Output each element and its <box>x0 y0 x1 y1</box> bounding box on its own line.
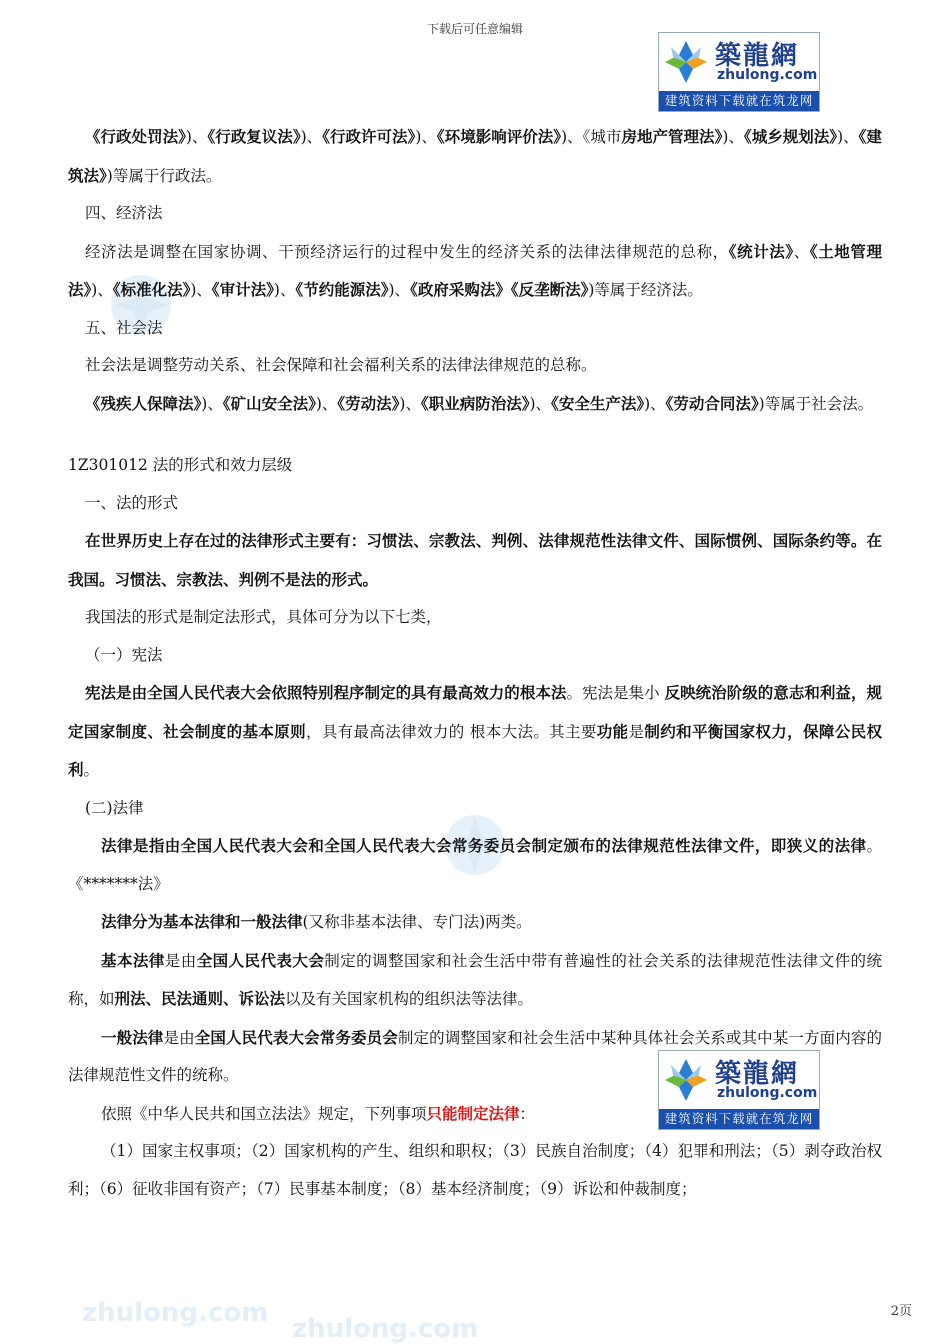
header-note: 下载后可任意编辑 <box>426 22 523 36</box>
bold-text: 《统计法》 <box>728 241 794 261</box>
text-run: 是由 <box>163 1028 195 1047</box>
bold-text: 《土地管理法》 <box>68 241 882 299</box>
bold-text: 功能 <box>596 721 629 741</box>
text-run: 是由 <box>164 951 197 970</box>
logo-slogan: 建筑资料下载就在筑龙网 <box>659 1109 819 1129</box>
text-run: 制定的调整国家和社会生活中某种具体社会关系或其中某一方面内容的法律规范性文件的统称。 <box>68 1028 882 1084</box>
watermark-text: zhulong.com <box>82 1298 269 1328</box>
text-run: )、 <box>190 281 212 299</box>
text-run: )、 <box>91 281 113 299</box>
text-run: 制定的调整国家和社会生活中带有普遍性的社会关系的法律规范性法律文件的统称，如 <box>68 951 882 1008</box>
text-run: 依照《中华人民共和国立法法》规定，下列事项 <box>101 1104 427 1123</box>
text-run: )、 <box>644 394 666 413</box>
bold-text: 在世界历史上存在过的法律形式主要有：习惯法、宗教法、判例、法律规范性法律文件、国际惯例、国际条约等。在我国。习惯法、宗教法、判例不是法的形式。 <box>68 531 882 589</box>
bold-text: 制约和平衡国家权力，保障公民权利 <box>68 721 882 779</box>
text-run: )、 <box>837 128 859 146</box>
paragraph <box>68 118 882 195</box>
text-run: （一）宪法 <box>85 645 163 664</box>
text-run: 。 <box>83 761 100 779</box>
document-body <box>68 118 882 1208</box>
paragraph <box>68 790 882 828</box>
paragraph <box>68 903 882 942</box>
text-run: 五、社会法 <box>85 318 163 337</box>
bold-text: 《反垄断法》 <box>510 280 589 299</box>
paragraph <box>68 827 882 903</box>
paragraph <box>68 674 882 790</box>
bold-text: 《行政许可法》 <box>322 127 416 146</box>
paragraph <box>68 447 882 485</box>
text-run: )、 <box>201 394 223 413</box>
logo-slogan: 建筑资料下载就在筑龙网 <box>659 91 819 111</box>
paragraph-gap <box>68 423 882 447</box>
bold-text: 反映统治阶级的意志和利益，规定国家制度、社会制度的基本原则 <box>68 683 882 741</box>
bold-text: 全国人民代表大会常务委员会 <box>194 1027 398 1047</box>
paragraph <box>68 637 882 675</box>
bold-text: 《残疾人保障法》 <box>85 393 202 413</box>
paragraph <box>68 347 882 385</box>
bold-text: 《城乡规划法》 <box>743 127 838 146</box>
bold-text: 法律是指由全国人民代表大会和全国人民代表大会常务委员会制定颁布的法律规范性法律文件，即狭义的法律 <box>101 836 867 855</box>
text-run: )、 <box>388 281 411 299</box>
logo-en-text: zhulong.com <box>717 1085 818 1101</box>
bold-text: 一般法律 <box>101 1027 164 1047</box>
bold-text: 基本法律 <box>101 950 165 970</box>
bold-text: 《职业病防治法》 <box>420 393 530 413</box>
zhulong-logo-middle <box>658 1050 820 1130</box>
watermark-text: zhulong.com <box>292 1314 479 1344</box>
paragraph <box>68 233 882 310</box>
text-run: (二)法律 <box>85 798 144 817</box>
bold-text: 《行政处罚法》 <box>85 127 186 146</box>
text-run: )、 <box>300 128 323 146</box>
zhulong-logo-mark-icon <box>663 39 709 85</box>
bold-text: 《劳动法》 <box>337 393 400 413</box>
logo-cn-text: 築龍網 <box>715 41 800 71</box>
text-run: 。宪法是集小 <box>566 684 665 702</box>
page-number: 2页 <box>890 1304 912 1319</box>
text-run: )、 <box>529 394 552 413</box>
bold-text: 《建筑法》 <box>68 127 882 185</box>
text-run: 。《*******法》 <box>68 837 882 893</box>
bold-text: 《政府采购法》 <box>410 280 511 299</box>
bold-text: 《标准化法》 <box>112 280 191 299</box>
text-run: 社会法是调整劳动关系、社会保障和社会福利关系的法律法律规范的总称。 <box>85 356 597 374</box>
highlight-text: 只能制定法律 <box>426 1103 520 1123</box>
text-run: 1Z301012 法的形式和效力层级 <box>68 456 293 474</box>
text-run: )、 <box>273 281 296 299</box>
logo-cn-text: 築龍網 <box>715 1059 800 1089</box>
text-run: )、 <box>315 394 338 413</box>
text-run: )等属于社会法。 <box>758 394 874 413</box>
text-run: 是 <box>628 722 645 741</box>
text-run: )、 <box>185 128 208 146</box>
text-run: 、 <box>793 242 810 261</box>
text-run: （1）国家主权事项；（2）国家机构的产生、组织和职权；（3）民族自治制度；（4）犯罪和刑法；（5）剥夺政治权利；（6）征收非国有资产；（7）民事基本制度；（8）基本经济制度；（9）诉讼和仲裁制度； <box>68 1142 882 1198</box>
logo-en-text: zhulong.com <box>717 67 818 83</box>
text-run: )、 <box>399 394 421 413</box>
paragraph <box>68 195 882 233</box>
text-run: ： <box>519 1104 536 1123</box>
text-run: 以及有关国家机构的组织法等法律。 <box>285 990 534 1008</box>
bold-text: 《安全生产法》 <box>551 393 645 413</box>
bold-text: 宪法是由全国人民代表大会依照特别程序制定的具有最高效力的根本法 <box>85 683 567 702</box>
text-run: )、 <box>722 128 744 146</box>
text-run: 一、法的形式 <box>85 493 179 512</box>
paragraph <box>68 310 882 348</box>
paragraph <box>68 599 882 637</box>
paragraph <box>68 485 882 523</box>
text-run: (又称非基本法律、专门法)两类。 <box>302 913 532 931</box>
bold-text: 全国人民代表大会 <box>196 950 325 970</box>
zhulong-logo-mark-icon <box>663 1057 709 1103</box>
bold-text: 《环境影响评价法》 <box>436 127 562 146</box>
text-run: )等属于行政法。 <box>106 166 222 185</box>
text-run: )、 <box>561 128 583 146</box>
bold-text: 《矿山安全法》 <box>222 393 316 413</box>
bold-text: 法律分为基本法律和一般法律 <box>101 912 303 931</box>
paragraph <box>68 1133 882 1208</box>
text-run: 《城市 <box>582 128 622 146</box>
bold-text: 《劳动合同法》 <box>665 393 759 413</box>
text-run: )等属于经济法。 <box>588 281 703 299</box>
text-run: ，具有最高法律效力的 根本大法。其主要 <box>305 722 597 741</box>
bold-text: 《行政复议法》 <box>207 127 301 146</box>
bold-text: 《审计法》 <box>211 280 274 299</box>
bold-text: 《节约能源法》 <box>295 280 389 299</box>
text-run: 我国法的形式是制定法形式，具体可分为以下七类， <box>85 608 442 626</box>
text-run: 四、经济法 <box>85 204 163 222</box>
bold-text: 刑法、民法通则、诉讼法 <box>114 989 286 1008</box>
paragraph <box>68 942 882 1019</box>
zhulong-logo-top <box>658 32 820 112</box>
paragraph <box>68 385 882 424</box>
text-run: )、 <box>415 128 437 146</box>
paragraph <box>68 522 882 599</box>
bold-text: 房地产管理法》 <box>621 127 723 146</box>
text-run: 经济法是调整在国家协调、干预经济运行的过程中发生的经济关系的法律法律规范的总称， <box>85 242 729 261</box>
